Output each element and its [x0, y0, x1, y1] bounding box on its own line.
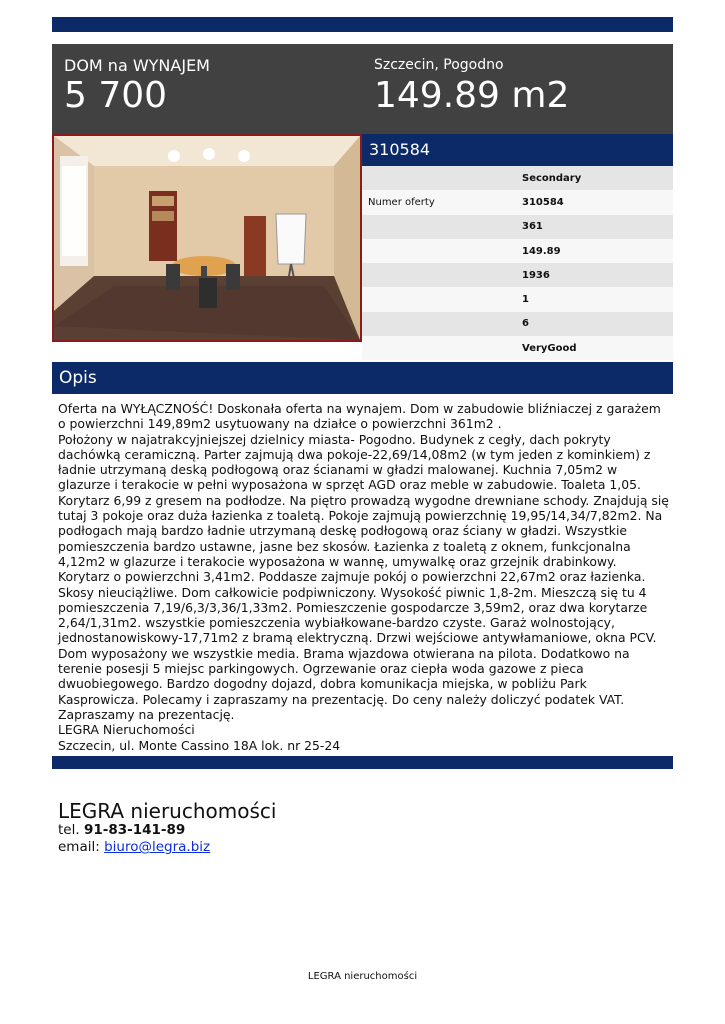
- detail-value: 361: [522, 215, 673, 239]
- offer-id: 310584: [369, 140, 431, 159]
- detail-value: 1: [522, 287, 673, 311]
- table-row: [362, 215, 673, 239]
- detail-value: 310584: [522, 190, 673, 214]
- header-right: [374, 56, 569, 118]
- detail-label: Numer oferty: [362, 190, 522, 214]
- listing-price: 5 700: [64, 75, 168, 116]
- email-link[interactable]: biuro@legra.biz: [104, 839, 211, 855]
- phone-label: tel.: [58, 822, 80, 838]
- listing-type: DOM na WYNAJEM: [64, 56, 210, 75]
- table-row: [362, 166, 673, 190]
- description-text: Oferta na WYŁĄCZNOŚĆ! Doskonała oferta na wynajem. Dom w zabudowie bliźniaczej z garażem o powierzchni 149,89m2 usytuowany na działce o powierzchni 361m2 . Położony w najatrakcyjniejszej dzielnicy miasta- Pogodno. Budynek z cegły, dach pokryty dachówką ceramiczną. Parter zajmują dwa pokoje-22,69/14,08m2 (w tym jeden z kominkiem) z ładnie utrzymaną deską podłogową oraz ścianami w gładzi malowanej. Kuchnia 7,05m2 w glazurze i terakocie w pełni wyposażona w sprzęt AGD oraz meble w zabudowie. Toaleta 1,05. Korytarz 6,99 z gresem na podłodze. Na piętro prowadzą wygodne drewniane schody. Znajdują się tutaj 3 pokoje oraz duża łazienka z toaletą. Pokoje zajmują powierzchnię 19,95/14,34/7,82m2. Na podłogach mają bardzo ładnie utrzymaną deskę podłogową oraz ściany w gładzi. Wszystkie pomieszczenia bardzo ustawne, jasne bez skosów. Łazienka z toaletą z oknem, funkcjonalna 4,12m2 w glazurze i terakocie wyposażona w wannę, umywalkę oraz grzejnik drabinkowy. Korytarz o powierzchni 3,41m2. Poddasze zajmuje pokój o powierzchni 22,67m2 oraz łazienka. Skosy nieuciążliwe. Dom całkowicie podpiwniczony. Wysokość piwnic 1,8-2m. Mieszczą się tu 4 pomieszczenia 7,19/6,3/3,36/1,33m2. Pomieszczenie gospodarcze 3,59m2, oraz dwa korytarze 2,64/1,31m2. wszystkie pomieszczenia wybiałkowane-bardzo czyste. Garaż wolnostojący, jednostanowiskowy-17,71m2 z bramą elektryczną. Drzwi wejściowe antywłamaniowe, okna PCV. Dom wyposażony we wszystkie media. Brama wjazdowa otwierana na pilota. Dodatkowo na terenie posesji 5 miejsc parkingowych. Ogrzewanie oraz ciepła woda gazowe z pieca dwuobiegowego. Bardzo dogodny dojazd, dobra komunikacja miejska, w pobliżu Park Kasprowicza. Polecamy i zapraszamy na prezentację. Do ceny należy doliczyć podatek VAT. Zapraszamy na prezentację. LEGRA Nieruchomości Szczecin, ul. Monte Cassino 18A lok. nr 25-24: [58, 401, 669, 753]
- detail-label: [362, 336, 522, 360]
- property-details-table: [362, 166, 673, 360]
- detail-value: 149.89: [522, 239, 673, 263]
- listing-location: Szczecin, Pogodno: [374, 57, 504, 73]
- table-row: [362, 312, 673, 336]
- detail-label: [362, 239, 522, 263]
- detail-label: [362, 166, 522, 190]
- header-left: [64, 56, 210, 118]
- agency-phone: [58, 822, 185, 839]
- top-accent-bar: [52, 17, 673, 32]
- agency-name: LEGRA nieruchomości: [58, 799, 277, 823]
- detail-label: [362, 263, 522, 287]
- listing-header: [52, 44, 673, 134]
- description-heading: Opis: [59, 368, 97, 388]
- email-label: email:: [58, 839, 100, 855]
- page-footer: LEGRA nieruchomości: [307, 971, 418, 982]
- detail-label: [362, 312, 522, 336]
- bottom-accent-bar: [52, 756, 673, 769]
- offer-id-bar: [362, 134, 673, 166]
- agency-email: [58, 839, 210, 856]
- detail-label: [362, 215, 522, 239]
- table-row: [362, 239, 673, 263]
- listing-area: 149.89 m2: [374, 75, 570, 116]
- table-row: [362, 287, 673, 311]
- detail-value: 6: [522, 312, 673, 336]
- table-row: [362, 336, 673, 360]
- property-photo: [52, 134, 362, 342]
- detail-value: VeryGood: [522, 336, 673, 360]
- table-row: [362, 190, 673, 214]
- detail-value: Secondary: [522, 166, 673, 190]
- table-row: [362, 263, 673, 287]
- detail-value: 1936: [522, 263, 673, 287]
- description-heading-bar: [52, 362, 673, 394]
- detail-label: [362, 287, 522, 311]
- phone-number: 91-83-141-89: [83, 822, 186, 838]
